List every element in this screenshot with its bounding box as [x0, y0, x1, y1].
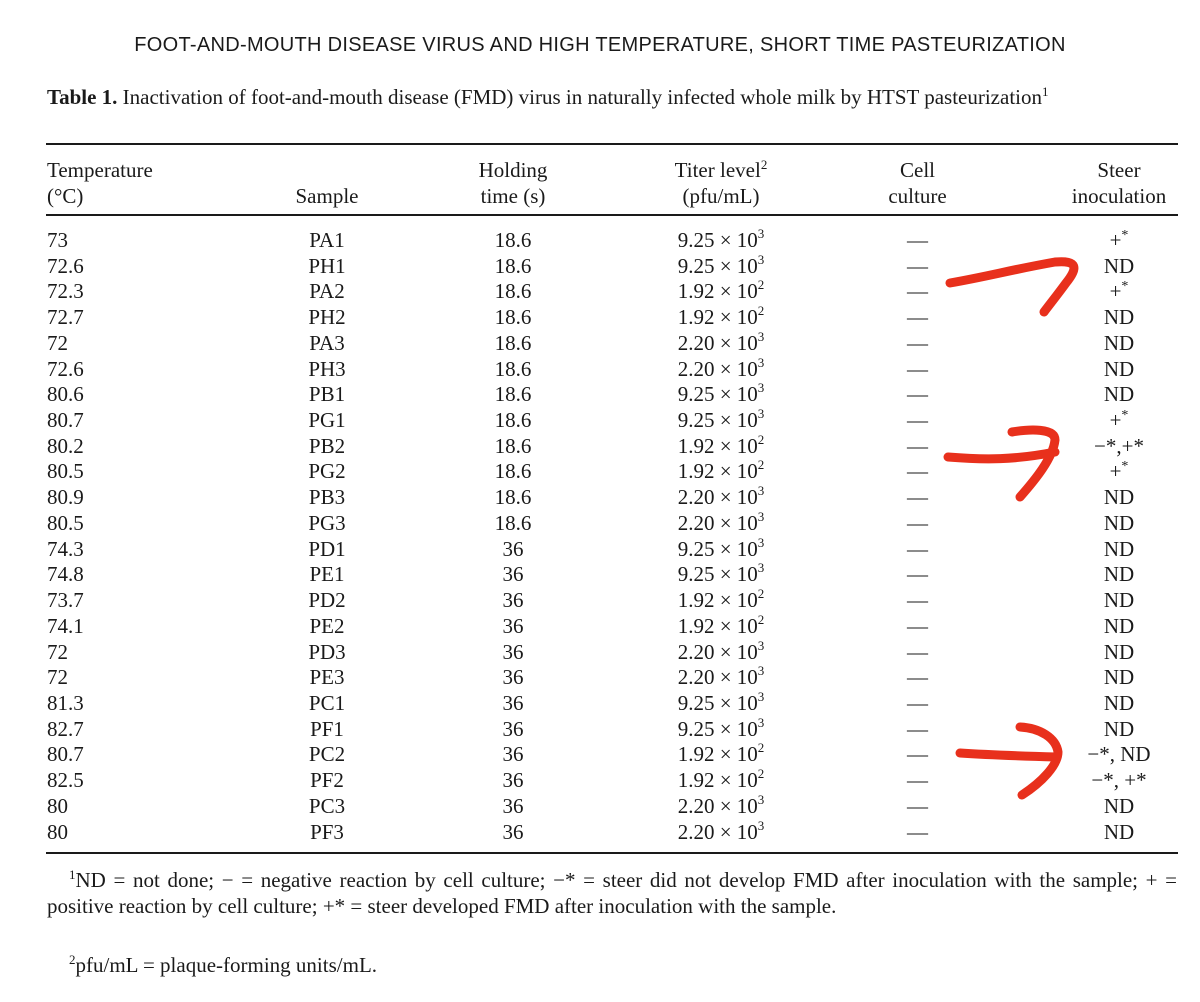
cell-steer-inoculation	[1050, 640, 1188, 665]
cell-steer-value: −*, ND	[1087, 742, 1151, 767]
table-caption	[47, 85, 1177, 110]
cell-cell-culture: —	[907, 408, 928, 433]
cell-temperature: 72.3	[47, 279, 84, 304]
header-temperature	[47, 157, 153, 209]
cell-titer-base: 9.25 × 10	[677, 382, 758, 407]
table-row	[0, 279, 1200, 305]
cell-titer-exponent: 3	[757, 534, 765, 550]
cell-titer	[636, 228, 806, 253]
cell-cell-culture: —	[907, 690, 928, 715]
cell-steer-inoculation	[1050, 254, 1188, 279]
table-row	[0, 354, 1200, 383]
cell-titer	[636, 791, 806, 819]
cell-steer-value: +	[1109, 228, 1122, 252]
cell-titer	[636, 305, 806, 330]
cell-temperature: 80	[47, 793, 68, 818]
cell-steer-inoculation	[1050, 537, 1188, 562]
cell-steer-value: ND	[1103, 588, 1135, 613]
cell-steer-value: ND	[1103, 716, 1135, 741]
cell-cell-culture: —	[907, 485, 928, 510]
cell-titer-exponent: 3	[757, 406, 765, 422]
cell-steer-inoculation	[1050, 331, 1188, 356]
cell-temperature: 80	[47, 819, 68, 844]
cell-cell-culture: —	[907, 228, 928, 252]
cell-titer-base: 1.92 × 10	[677, 742, 758, 767]
cell-sample: PB3	[308, 485, 346, 510]
header-steer-inoculation	[1050, 157, 1188, 209]
cell-titer	[636, 382, 806, 407]
header-titer-note-marker: 2	[760, 157, 768, 172]
running-head: FOOT-AND-MOUTH DISEASE VIRUS AND HIGH TEMPERATURE, SHORT TIME PASTEURIZATION	[134, 34, 1066, 56]
cell-titer	[636, 408, 806, 433]
cell-sample: PG2	[308, 459, 346, 484]
cell-temperature: 80.6	[47, 382, 84, 407]
cell-holding-time: 36	[502, 742, 524, 767]
cell-steer-inoculation	[1050, 485, 1188, 510]
cell-titer	[636, 688, 806, 716]
cell-titer	[636, 459, 806, 484]
cell-holding-time: 36	[502, 639, 524, 664]
cell-cell-culture: —	[907, 742, 928, 767]
cell-titer-base: 1.92 × 10	[677, 433, 758, 458]
cell-holding-time: 36	[502, 768, 524, 793]
table-row	[0, 328, 1200, 357]
table-row	[0, 665, 1200, 691]
cell-titer	[636, 354, 806, 382]
header-cell-line2: culture	[888, 184, 947, 208]
cell-cell-culture: —	[907, 793, 928, 818]
cell-sample: PD1	[308, 536, 346, 561]
table-row	[0, 791, 1200, 820]
cell-steer-value: −*,+*	[1094, 433, 1144, 458]
cell-temperature: 72.7	[47, 305, 84, 330]
header-holding-line1: Holding	[478, 158, 548, 182]
cell-titer-base: 9.25 × 10	[677, 562, 758, 587]
cell-holding-time: 36	[502, 793, 524, 818]
cell-titer-exponent: 3	[757, 483, 765, 499]
cell-titer-base: 1.92 × 10	[677, 588, 758, 613]
cell-titer	[636, 637, 806, 665]
cell-titer	[636, 328, 806, 356]
cell-titer-base: 9.25 × 10	[677, 716, 758, 741]
header-holding-time	[453, 157, 573, 209]
cell-titer-base: 9.25 × 10	[677, 690, 758, 715]
header-temperature-line1: Temperature	[47, 158, 153, 182]
cell-sample: PH3	[308, 356, 346, 381]
table-row	[0, 459, 1200, 485]
cell-titer-base: 2.20 × 10	[677, 485, 758, 510]
cell-titer	[636, 611, 806, 639]
cell-steer-inoculation	[1050, 228, 1188, 253]
cell-temperature: 72	[47, 639, 68, 664]
cell-titer-base: 9.25 × 10	[677, 228, 758, 252]
cell-sample: PA2	[309, 279, 345, 304]
cell-steer-value: ND	[1103, 382, 1135, 407]
cell-steer-value: +	[1109, 408, 1122, 433]
cell-steer-value: ND	[1103, 665, 1135, 690]
footnote-2	[69, 952, 377, 978]
cell-steer-value: ND	[1103, 690, 1135, 715]
table-body	[0, 228, 1200, 845]
cell-sample: PB2	[308, 433, 346, 458]
table-row	[0, 251, 1200, 280]
cell-holding-time: 36	[502, 716, 524, 741]
cell-sample: PC1	[308, 690, 346, 715]
cell-cell-culture: —	[907, 665, 928, 690]
cell-sample: PG1	[308, 408, 346, 433]
cell-sample: PF2	[310, 768, 344, 793]
cell-titer-base: 1.92 × 10	[677, 459, 758, 484]
cell-temperature: 73	[47, 228, 68, 252]
cell-cell-culture: —	[907, 433, 928, 458]
cell-titer	[636, 485, 806, 510]
cell-holding-time: 18.6	[494, 433, 532, 458]
header-steer-line1: Steer	[1097, 158, 1141, 182]
cell-titer-base: 2.20 × 10	[677, 793, 758, 818]
cell-temperature: 80.7	[47, 742, 84, 767]
cell-sample: PE1	[309, 562, 345, 587]
table-row	[0, 637, 1200, 666]
cell-holding-time: 36	[502, 536, 524, 561]
cell-steer-sup: *	[1121, 279, 1129, 295]
cell-sample: PG3	[308, 510, 346, 535]
cell-titer-exponent: 2	[757, 277, 765, 293]
cell-temperature: 80.5	[47, 510, 84, 535]
cell-sample: PC2	[308, 742, 346, 767]
header-steer-line2: inoculation	[1071, 184, 1167, 208]
cell-holding-time: 36	[502, 613, 524, 638]
cell-steer-inoculation	[1050, 717, 1188, 742]
cell-titer-base: 9.25 × 10	[677, 536, 758, 561]
cell-titer-exponent: 2	[757, 457, 765, 473]
cell-sample: PB1	[308, 382, 346, 407]
cell-titer	[636, 665, 806, 690]
table-row	[0, 305, 1200, 331]
cell-temperature: 80.9	[47, 485, 84, 510]
cell-sample: PE2	[309, 613, 345, 638]
cell-titer-base: 9.25 × 10	[677, 408, 758, 433]
cell-steer-inoculation	[1050, 305, 1188, 330]
cell-titer-exponent: 2	[757, 303, 765, 319]
cell-titer	[636, 562, 806, 587]
cell-temperature: 72.6	[47, 253, 84, 278]
cell-steer-value: ND	[1103, 253, 1135, 278]
cell-sample: PA3	[309, 330, 345, 355]
cell-titer-exponent: 3	[757, 791, 765, 807]
cell-holding-time: 18.6	[494, 408, 532, 433]
cell-temperature: 74.3	[47, 536, 84, 561]
cell-steer-value: +	[1109, 279, 1122, 304]
cell-holding-time: 18.6	[494, 485, 532, 510]
cell-sample: PE3	[309, 665, 345, 690]
table-row	[0, 408, 1200, 434]
cell-holding-time: 18.6	[494, 305, 532, 330]
header-cell-line1: Cell	[900, 158, 935, 182]
table-label: Table 1.	[47, 85, 118, 109]
cell-cell-culture: —	[907, 639, 928, 664]
cell-titer-base: 1.92 × 10	[677, 768, 758, 793]
cell-titer-base: 2.20 × 10	[677, 356, 758, 381]
table-row	[0, 714, 1200, 743]
cell-titer-base: 1.92 × 10	[677, 305, 758, 330]
bottom-rule	[46, 852, 1178, 854]
cell-holding-time: 18.6	[494, 356, 532, 381]
cell-titer-exponent: 3	[757, 817, 765, 833]
cell-holding-time: 18.6	[494, 382, 532, 407]
cell-steer-value: ND	[1103, 330, 1135, 355]
cell-cell-culture: —	[907, 716, 928, 741]
table-row	[0, 508, 1200, 537]
table-row	[0, 534, 1200, 563]
cell-steer-value: ND	[1103, 639, 1135, 664]
cell-cell-culture: —	[907, 305, 928, 330]
cell-temperature: 74.8	[47, 562, 84, 587]
cell-steer-inoculation	[1050, 768, 1188, 793]
cell-holding-time: 18.6	[494, 459, 532, 484]
cell-titer-base: 2.20 × 10	[677, 330, 758, 355]
table-row	[0, 742, 1200, 768]
table-row	[0, 688, 1200, 717]
footnote-1-text: ND = not done; − = negative reaction by cell culture; −* = steer did not develop FMD after inoculation with the sample; + = positive reaction by cell culture; +* = steer developed FMD after inoculation with the sample.	[47, 868, 1177, 918]
cell-titer	[636, 588, 806, 613]
cell-steer-value: ND	[1103, 793, 1135, 818]
cell-titer	[636, 817, 806, 845]
footnote-2-marker: 2	[69, 952, 76, 967]
table-row	[0, 382, 1200, 408]
cell-holding-time: 18.6	[494, 330, 532, 355]
cell-titer-base: 2.20 × 10	[677, 665, 758, 690]
cell-steer-inoculation	[1050, 511, 1188, 536]
cell-holding-time: 18.6	[494, 253, 532, 278]
cell-sample: PD2	[308, 588, 346, 613]
cell-titer-exponent: 3	[757, 688, 765, 704]
cell-sample: PH2	[308, 305, 346, 330]
cell-steer-value: ND	[1103, 356, 1135, 381]
header-titer-level	[636, 157, 806, 209]
cell-temperature: 80.7	[47, 408, 84, 433]
cell-titer	[636, 742, 806, 767]
cell-temperature: 82.5	[47, 768, 84, 793]
cell-steer-value: −*, +*	[1091, 768, 1147, 793]
cell-sample: PF1	[310, 716, 344, 741]
table-row	[0, 562, 1200, 588]
cell-steer-value: ND	[1103, 485, 1135, 510]
cell-holding-time: 18.6	[494, 228, 532, 252]
cell-titer-exponent: 3	[757, 637, 765, 653]
cell-holding-time: 36	[502, 665, 524, 690]
cell-titer-exponent: 3	[757, 328, 765, 344]
cell-steer-inoculation	[1050, 357, 1188, 382]
cell-titer-exponent: 2	[757, 586, 765, 602]
cell-cell-culture: —	[907, 819, 928, 844]
cell-temperature: 80.5	[47, 459, 84, 484]
cell-steer-inoculation	[1050, 691, 1188, 716]
cell-titer-exponent: 3	[757, 663, 765, 679]
cell-steer-sup: *	[1121, 408, 1129, 424]
header-sample: Sample	[295, 184, 359, 208]
cell-holding-time: 36	[502, 690, 524, 715]
cell-temperature: 81.3	[47, 690, 84, 715]
table-row	[0, 768, 1200, 794]
table-row	[0, 228, 1200, 254]
cell-steer-inoculation	[1050, 434, 1188, 459]
cell-titer	[636, 768, 806, 793]
cell-steer-inoculation	[1050, 665, 1188, 690]
cell-temperature: 72	[47, 330, 68, 355]
footnote-1	[47, 867, 1177, 919]
cell-steer-inoculation	[1050, 279, 1188, 304]
cell-holding-time: 36	[502, 819, 524, 844]
table-row	[0, 431, 1200, 460]
cell-cell-culture: —	[907, 562, 928, 587]
header-titer-line1	[636, 157, 806, 183]
cell-steer-inoculation	[1050, 588, 1188, 613]
cell-temperature: 80.2	[47, 433, 84, 458]
cell-sample: PC3	[308, 793, 346, 818]
cell-sample: PH1	[308, 253, 346, 278]
footnote-1-marker: 1	[69, 867, 76, 882]
cell-titer	[636, 534, 806, 562]
cell-titer-exponent: 2	[757, 740, 765, 756]
cell-steer-inoculation	[1050, 742, 1188, 767]
table-row	[0, 817, 1200, 846]
cell-titer-base: 9.25 × 10	[677, 253, 758, 278]
cell-cell-culture: —	[907, 279, 928, 304]
cell-titer	[636, 251, 806, 279]
cell-temperature: 72.6	[47, 356, 84, 381]
cell-steer-value: ND	[1103, 562, 1135, 587]
cell-titer-base: 2.20 × 10	[677, 510, 758, 535]
cell-titer-exponent: 3	[757, 251, 765, 267]
cell-temperature: 82.7	[47, 716, 84, 741]
cell-cell-culture: —	[907, 510, 928, 535]
header-titer-text: Titer level	[674, 158, 761, 182]
cell-steer-inoculation	[1050, 820, 1188, 845]
table-row	[0, 611, 1200, 640]
header-holding-line2: time (s)	[480, 184, 546, 208]
cell-titer-exponent: 3	[757, 714, 765, 730]
cell-sample: PD3	[308, 639, 346, 664]
cell-titer-exponent: 2	[757, 611, 765, 627]
header-titer-line2: (pfu/mL)	[682, 184, 760, 208]
cell-steer-value: +	[1109, 459, 1122, 484]
cell-steer-inoculation	[1050, 794, 1188, 819]
cell-temperature: 72	[47, 665, 68, 690]
top-rule	[46, 143, 1178, 145]
cell-cell-culture: —	[907, 356, 928, 381]
cell-temperature: 73.7	[47, 588, 84, 613]
cell-steer-inoculation	[1050, 408, 1188, 433]
cell-temperature: 74.1	[47, 613, 84, 638]
cell-titer-base: 1.92 × 10	[677, 613, 758, 638]
cell-cell-culture: —	[907, 613, 928, 638]
cell-titer	[636, 508, 806, 536]
cell-cell-culture: —	[907, 382, 928, 407]
cell-titer-exponent: 3	[757, 560, 765, 576]
cell-holding-time: 18.6	[494, 510, 532, 535]
cell-steer-sup: *	[1121, 228, 1129, 243]
cell-sample: PA1	[309, 228, 345, 252]
cell-steer-value: ND	[1103, 305, 1135, 330]
cell-titer-base: 2.20 × 10	[677, 819, 758, 844]
cell-cell-culture: —	[907, 459, 928, 484]
table-caption-text: Inactivation of foot-and-mouth disease (FMD) virus in naturally infected whole milk by HTST pasteurization	[122, 85, 1042, 109]
cell-steer-inoculation	[1050, 382, 1188, 407]
header-cell-culture	[860, 157, 975, 209]
cell-cell-culture: —	[907, 768, 928, 793]
cell-steer-inoculation	[1050, 562, 1188, 587]
cell-holding-time: 36	[502, 588, 524, 613]
cell-titer-base: 1.92 × 10	[677, 279, 758, 304]
cell-cell-culture: —	[907, 536, 928, 561]
caption-note-marker: 1	[1042, 84, 1049, 99]
cell-sample: PF3	[310, 819, 344, 844]
header-temperature-line2: (°C)	[47, 184, 84, 208]
cell-cell-culture: —	[907, 330, 928, 355]
cell-titer	[636, 714, 806, 742]
cell-titer-exponent: 2	[757, 766, 765, 782]
cell-cell-culture: —	[907, 588, 928, 613]
cell-holding-time: 18.6	[494, 279, 532, 304]
table-row	[0, 485, 1200, 511]
cell-steer-value: ND	[1103, 819, 1135, 844]
cell-titer	[636, 431, 806, 459]
footnote-2-text: pfu/mL = plaque-forming units/mL.	[75, 953, 378, 977]
cell-titer-exponent: 2	[757, 431, 765, 447]
cell-titer	[636, 279, 806, 304]
cell-steer-sup: *	[1121, 459, 1129, 475]
cell-steer-inoculation	[1050, 459, 1188, 484]
cell-steer-value: ND	[1103, 510, 1135, 535]
cell-titer-base: 2.20 × 10	[677, 639, 758, 664]
cell-steer-value: ND	[1103, 613, 1135, 638]
cell-holding-time: 36	[502, 562, 524, 587]
cell-cell-culture: —	[907, 253, 928, 278]
cell-titer-exponent: 3	[757, 508, 765, 524]
cell-steer-inoculation	[1050, 614, 1188, 639]
header-rule	[46, 214, 1178, 216]
cell-steer-value: ND	[1103, 536, 1135, 561]
cell-titer-exponent: 3	[757, 380, 765, 396]
cell-titer-exponent: 3	[757, 354, 765, 370]
table-row	[0, 588, 1200, 614]
cell-titer-exponent: 3	[757, 226, 765, 241]
